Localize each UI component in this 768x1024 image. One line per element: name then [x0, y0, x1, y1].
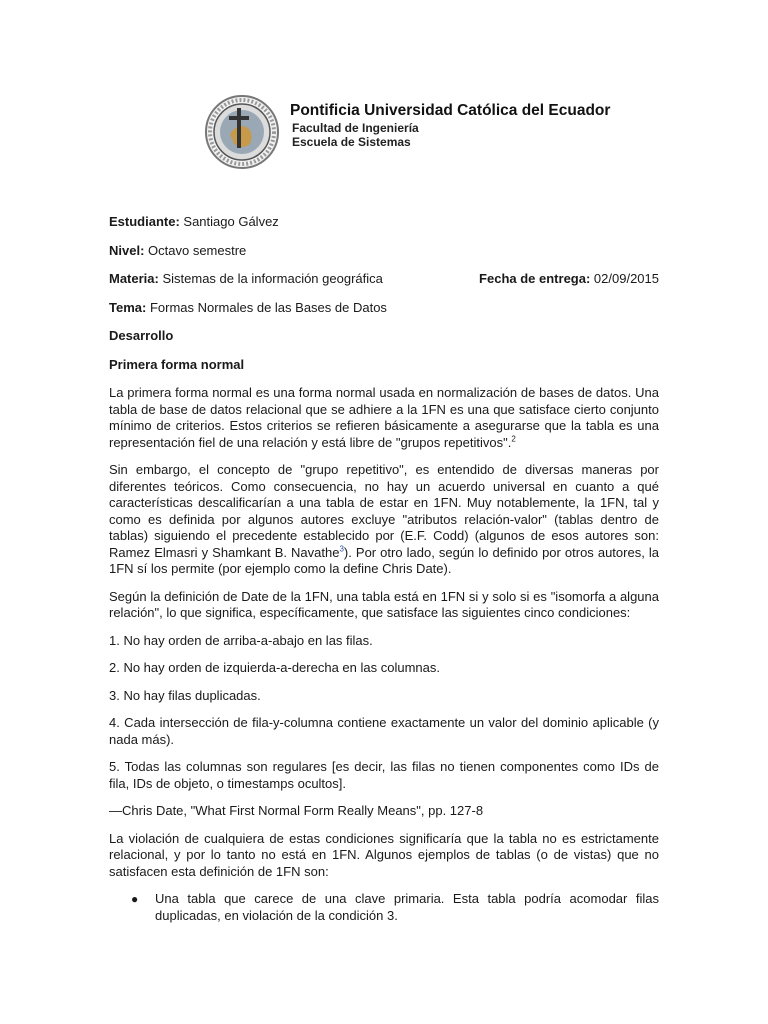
subject-label: Materia: [109, 271, 159, 286]
school-name: Escuela de Sistemas [292, 135, 411, 149]
condition-2: 2. No hay orden de izquierda-a-derecha en las columnas. [109, 660, 440, 675]
level-value: Octavo semestre [144, 242, 247, 258]
subject-value: Sistemas de la información geográfica [158, 271, 383, 286]
footnote-ref-3[interactable]: 3 [339, 544, 344, 554]
topic-value: Formas Normales de las Bases de Datos [146, 299, 387, 315]
paragraph-intro [109, 385, 659, 451]
paragraph-concept-text-b: ). Por otro lado, según lo definido por otros autores, la 1FN sí los permite (por ejemplo como la define Chris Date). [109, 544, 659, 576]
condition-5: 5. Todas las columnas son regulares [es decir, las filas no tienen componentes como IDs de fila, IDs de objeto, o timestamps ocultos]. [109, 759, 659, 791]
paragraph-concept [109, 462, 659, 578]
due-date-label: Fecha de entrega: [479, 271, 591, 286]
section-heading-desarrollo: Desarrollo [109, 328, 174, 343]
list-item [131, 891, 659, 924]
university-name: Pontificia Universidad Católica del Ecuador [290, 102, 611, 119]
level-line [109, 243, 659, 260]
bullet-icon: ● [131, 892, 139, 906]
condition-1: 1. No hay orden de arriba-a-abajo en las filas. [109, 632, 373, 648]
faculty-name: Facultad de Ingeniería [292, 121, 419, 135]
topic-label: Tema: [109, 299, 147, 315]
due-date-value: 02/09/2015 [590, 271, 659, 286]
examples-list [109, 891, 659, 924]
condition-3: 3. No hay filas duplicadas. [109, 687, 261, 703]
topic-line [109, 300, 659, 317]
letterhead [200, 88, 620, 168]
list-item-text: Una tabla que carece de una clave primaria. Esta tabla podría acomodar filas duplicadas, en violación de la condición 3. [155, 891, 659, 923]
section-heading-primera-forma: Primera forma normal [109, 356, 245, 372]
quote-attribution: —Chris Date, "What First Normal Form Really Means", pp. 127-8 [109, 803, 484, 818]
university-seal-icon [204, 94, 280, 170]
level-label: Nivel: [109, 242, 145, 258]
student-value: Santiago Gálvez [179, 214, 279, 229]
paragraph-intro-text: La primera forma normal es una forma normal usada en normalización de bases de datos. Una tabla de base de datos relacional que se adhiere a la 1FN es una que satisface cierto conjunto mínimo de criterios. Estos criterios se refieren básicamente a asegurarse que la tabla es una representación fiel de una relación y está libre de "grupos repetitivos". [109, 385, 659, 450]
footnote-ref-2[interactable]: 2 [511, 434, 516, 444]
paragraph-concept-text-a: Sin embargo, el concepto de "grupo repetitivo", es entendido de diversas maneras por diferentes teóricos. Como consecuencia, no hay un acuerdo universal en cuanto a qué características descalificarían a una tabla de estar en 1FN. Muy notablemente, la 1FN, tal y como es definida por algunos autores excluye "atributos relación-valor" (tablas dentro de tablas) siguiendo el precedente establecido por (E.F. Codd) (algunos de esos autores son: Ramez Elmasri y Shamkant B. Navathe [109, 462, 659, 560]
document-body [109, 214, 659, 924]
paragraph-date-definition: Según la definición de Date de la 1FN, una tabla está en 1FN si y solo si es "isomorfa a alguna relación", lo que significa, específicamente, que satisface las siguientes cinco condiciones: [109, 588, 659, 620]
paragraph-violation: La violación de cualquiera de estas condiciones significaría que la tabla no es estrictamente relacional, y por lo tanto no está en 1FN. Algunos ejemplos de tablas (o de vistas) que no satisfacen esta definición de 1FN son: [109, 830, 659, 879]
subject-line [109, 271, 659, 288]
student-line [109, 214, 659, 231]
condition-4: 4. Cada intersección de fila-y-columna contiene exactamente un valor del dominio aplicable (y nada más). [109, 715, 659, 747]
student-label: Estudiante: [109, 214, 180, 229]
